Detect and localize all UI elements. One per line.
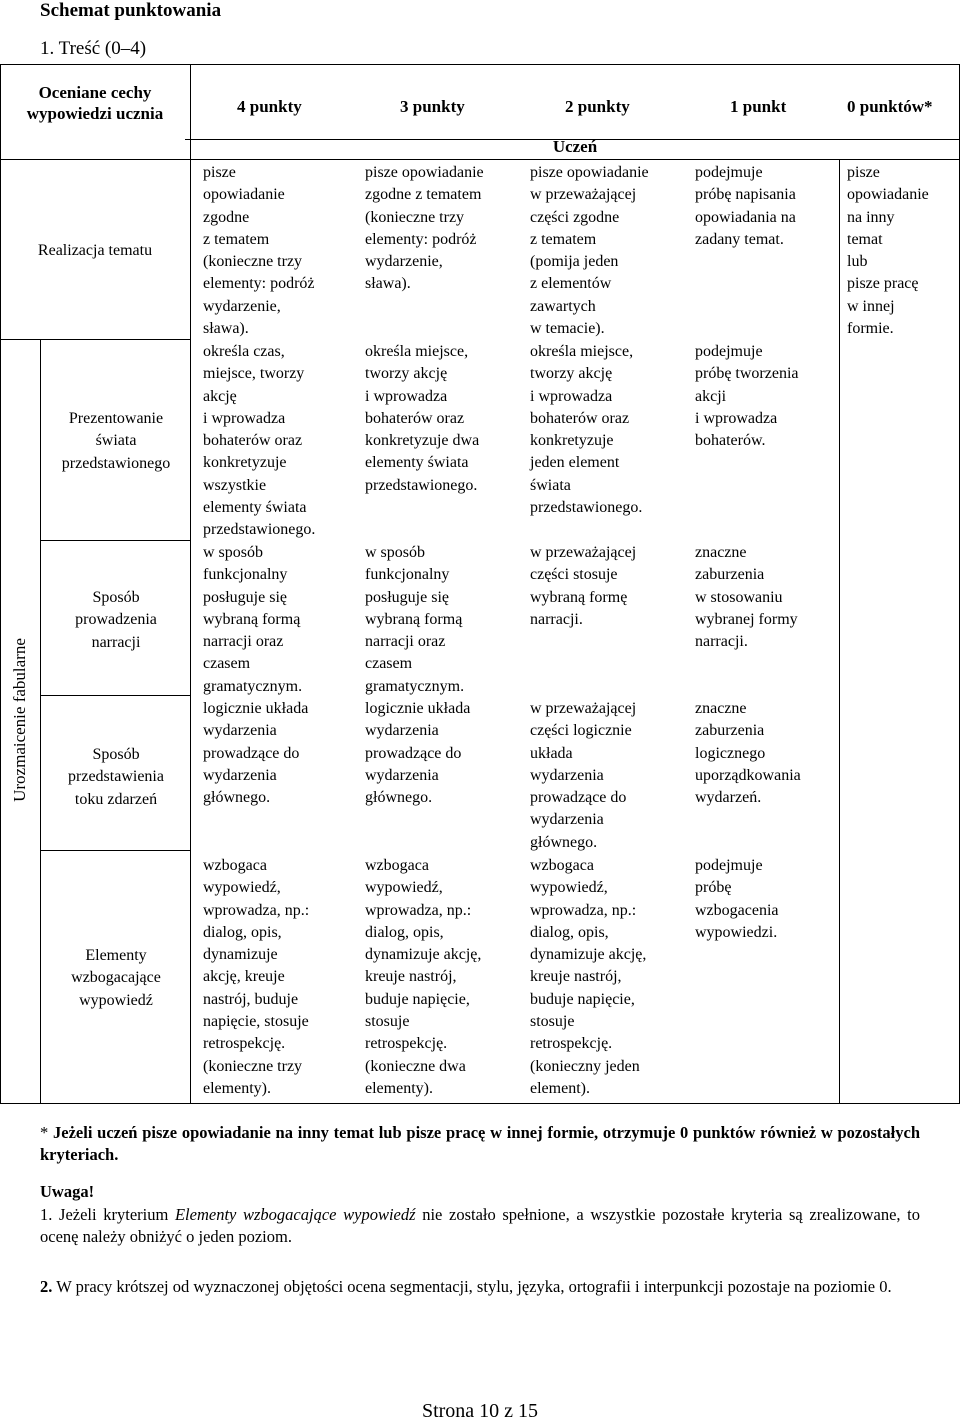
cell-r2-3pkt: określa miejsce, tworzy akcję i wprowadza bohaterów oraz konkretyzuje dwa elementy świata przedstawionego. [365,343,480,494]
cell-r1-1pkt: podejmuje próbę napisania opowiadania na zadany temat. [695,164,796,248]
cell-r2-4pkt: określa czas, miejsce, tworzy akcję i wprowadza bohaterów oraz konkretyzuje wszystkie elementy świata przedstawionego. [203,343,316,539]
cell-r3-2pkt: w przeważającej części stosuje wybraną formę narracji. [530,544,637,628]
cell-0pkt: pisze opowiadanie na inny temat lub pisze pracę w innej formie. [847,164,929,338]
cell-r5-4pkt: wzbogaca wypowiedź, wprowadza, np.: dialog, opis, dynamizuje akcję, kreuje nastrój, buduje napięcie, stosuje retrospekcję. (konieczne trzy elementy). [203,857,310,1097]
cell-r2-2pkt: określa miejsce, tworzy akcję i wprowadza bohaterów oraz konkretyzuje jeden element świata przedstawionego. [530,343,643,517]
row-divider-1 [0,339,190,340]
cell-r4-1pkt: znaczne zaburzenia logicznego uporządkowania wydarzeń. [695,700,801,807]
cell-r2-1pkt: podejmuje próbę tworzenia akcji i wprowadza bohaterów. [695,343,799,450]
uczen-divider [0,159,960,160]
cell-r4-3pkt: logicznie układa wydarzenia prowadzące do wydarzenia głównego. [365,700,471,807]
group-divider [40,339,41,1104]
page-footer: Strona 10 z 15 [421,1400,539,1422]
note-2: 2. W pracy krótszej od wyznaczonej objętości ocena segmentacji, stylu, języka, ortografii i interpunkcji pozostaje na poziomie 0. [40,1277,892,1296]
cell-r5-2pkt: wzbogaca wypowiedź, wprowadza, np.: dialog, opis, dynamizuje akcję, kreuje nastrój, buduje napięcie, stosuje retrospekcję. (konieczny jeden element). [530,857,647,1097]
uczen-header: Uczeń [552,137,598,156]
header-0-points: 0 punktów* [847,97,933,116]
criterion-divider [190,64,191,1104]
group-label: Urozmaicenie fabularne [10,638,29,802]
criteria-header: Oceniane cechy wypowiedzi ucznia [26,83,164,123]
footnote: * Jeżeli uczeń pisze opowiadanie na inny temat lub pisze pracę w innej formie, otrzymuje 0 punktów również w pozostałych kryteriach. [40,1123,921,1164]
criterion-tok-zdarzen: Sposób przedstawienia toku zdarzeń [68,746,164,808]
cell-r1-4pkt: pisze opowiadanie zgodne z tematem (konieczne trzy elementy: podróż wydarzenie, sława). [203,164,315,338]
header-3-points: 3 punkty [400,97,465,116]
criterion-realizacja-tematu: Realizacja tematu [37,242,153,259]
uwaga-label: Uwaga! [40,1182,95,1201]
cell-r5-3pkt: wzbogaca wypowiedź, wprowadza, np.: dialog, opis, dynamizuje akcję, kreuje nastrój, buduje napięcie, stosuje retrospekcję. (konieczne dwa elementy). [365,857,482,1097]
section-title: 1. Treść (0–4) [40,38,147,59]
row-divider-2 [40,540,190,541]
cell-r4-2pkt: w przeważającej części logicznie układa wydarzenia prowadzące do wydarzenia głównego. [530,700,637,851]
criterion-sposob-narracji: Sposób prowadzenia narracji [75,589,157,651]
document-title: Schemat punktowania [40,0,222,21]
header-1-point: 1 punkt [730,97,787,116]
cell-r4-4pkt: logicznie układa wydarzenia prowadzące do wydarzenia głównego. [203,700,309,807]
criterion-elementy-wzbogacajace: Elementy wzbogacające wypowiedź [71,947,161,1009]
note-1: 1. Jeżeli kryterium Elementy wzbogacające wypowiedź nie zostało spełnione, a wszystkie pozostałe kryteria są zrealizowane, to ocenę należy obniżyć o jeden poziom. [40,1205,921,1246]
cell-r3-4pkt: w sposób funkcjonalny posługuje się wybraną formą narracji oraz czasem gramatycznym. [203,544,303,695]
cell-r1-2pkt: pisze opowiadanie w przeważającej części zgodne z tematem (pomija jeden z elementów zawartych w temacie). [530,164,649,338]
header-2-points: 2 punkty [565,97,630,116]
row-divider-4 [40,850,190,851]
table-border-bottom [0,1103,960,1104]
row-divider-3 [40,695,190,696]
criterion-prezentowanie-swiata: Prezentowanie świata przedstawionego [61,410,171,472]
cell-r3-3pkt: w sposób funkcjonalny posługuje się wybraną formą narracji oraz czasem gramatycznym. [365,544,465,695]
table-border-top [0,64,960,65]
cell-r3-1pkt: znaczne zaburzenia w stosowaniu wybranej formy narracji. [695,544,798,651]
header-4-points: 4 punkty [237,97,302,116]
cell-r1-3pkt: pisze opowiadanie zgodne z tematem (konieczne trzy elementy: podróż wydarzenie, sława). [365,164,484,293]
col-divider-0pkt [839,159,840,1104]
cell-r5-1pkt: podejmuje próbę wzbogacenia wypowiedzi. [695,857,779,941]
